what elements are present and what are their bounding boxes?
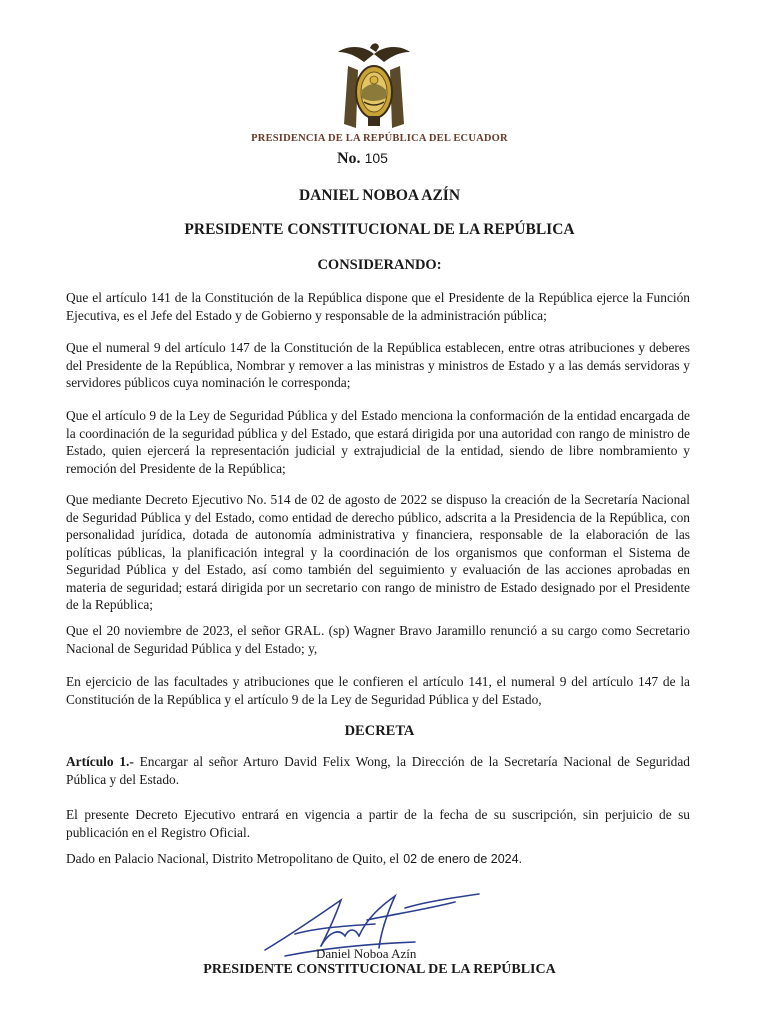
agency-name: PRESIDENCIA DE LA REPÚBLICA DEL ECUADOR (251, 133, 508, 144)
decree-number-label: No. (337, 150, 361, 167)
dated-text: Dado en Palacio Nacional, Distrito Metropolitano de Quito, el (66, 851, 400, 866)
signer-title: PRESIDENTE CONSTITUCIONAL DE LA REPÚBLICA (203, 962, 556, 977)
considerando-paragraph: Que mediante Decreto Ejecutivo No. 514 de 02 de agosto de 2022 se dispuso la creación de la Secretaría Nacional de Seguridad Pública y del Estado, como entidad de derecho público, adscrita a la Presidencia de la República, con personalidad jurídica, dotada de autonomía administrativa y financiera, responsable de la elaboración de las políticas públicas, la planificación integral y la coordinación de los organismos que conforman el Sistema de Seguridad Pública y del Estado, así como también del seguimiento y evaluación de las acciones aprobadas en materia de seguridad; estará dirigida por un secretario con rango de ministro de Estado designado por el Presidente de la República; (66, 492, 690, 612)
dated-date: 02 de enero de 2024. (403, 852, 523, 866)
article-1 (66, 753, 690, 788)
considerando-heading: CONSIDERANDO: (317, 257, 442, 273)
article-1-label: Artículo 1.- (66, 754, 134, 769)
president-title-heading: PRESIDENTE CONSTITUCIONAL DE LA REPÚBLICA (184, 221, 575, 238)
considerando-paragraph: Que el numeral 9 del artículo 147 de la Constitución de la República establecen, entre otras atribuciones y deberes del Presidente de la República, Nombrar y remover a las ministras y ministros de Estado y a las demás servidoras y servidores públicos cuya nominación le corresponda; (66, 340, 690, 390)
decreta-heading: DECRETA (344, 723, 415, 739)
dated-line (66, 851, 522, 867)
president-name-heading: DANIEL NOBOA AZÍN (298, 187, 461, 204)
signer-name: Daniel Noboa Azín (316, 946, 417, 961)
vigencia-paragraph: El presente Decreto Ejecutivo entrará en vigencia a partir de la fecha de su suscripción, sin perjuicio de su publicación en el Registro Oficial. (66, 807, 690, 840)
article-1-text: Encargar al señor Arturo David Felix Wong, la Dirección de la Secretaría Nacional de Seguridad Pública y del Estado. (66, 754, 691, 787)
considerando-paragraph: En ejercicio de las facultades y atribuciones que le confieren el artículo 141, el numeral 9 del artículo 147 de la Constitución de la República y el artículo 9 de la Ley de Seguridad Pública y del Estado, (66, 674, 690, 707)
ecuador-coat-of-arms-icon (334, 40, 414, 132)
considerando-paragraph: Que el 20 noviembre de 2023, el señor GRAL. (sp) Wagner Bravo Jaramillo renunció a su cargo como Secretario Nacional de Seguridad Pública y del Estado; y, (66, 623, 690, 656)
considerando-paragraph: Que el artículo 9 de la Ley de Seguridad Pública y del Estado menciona la conformación de la entidad encargada de la coordinación de la seguridad pública y del Estado, que estará dirigida por una autoridad con rango de ministro de Estado, quien ejercerá la representación judicial y extrajudicial de la entidad, siendo de libre nombramiento y remoción del Presidente de la República; (66, 408, 690, 476)
decree-number-value: 105 (364, 150, 388, 166)
decree-number (337, 150, 388, 168)
considerando-paragraph: Que el artículo 141 de la Constitución de la República dispone que el Presidente de la República ejerce la Función Ejecutiva, es el Jefe del Estado y de Gobierno y responsable de la administración pública; (66, 290, 690, 323)
